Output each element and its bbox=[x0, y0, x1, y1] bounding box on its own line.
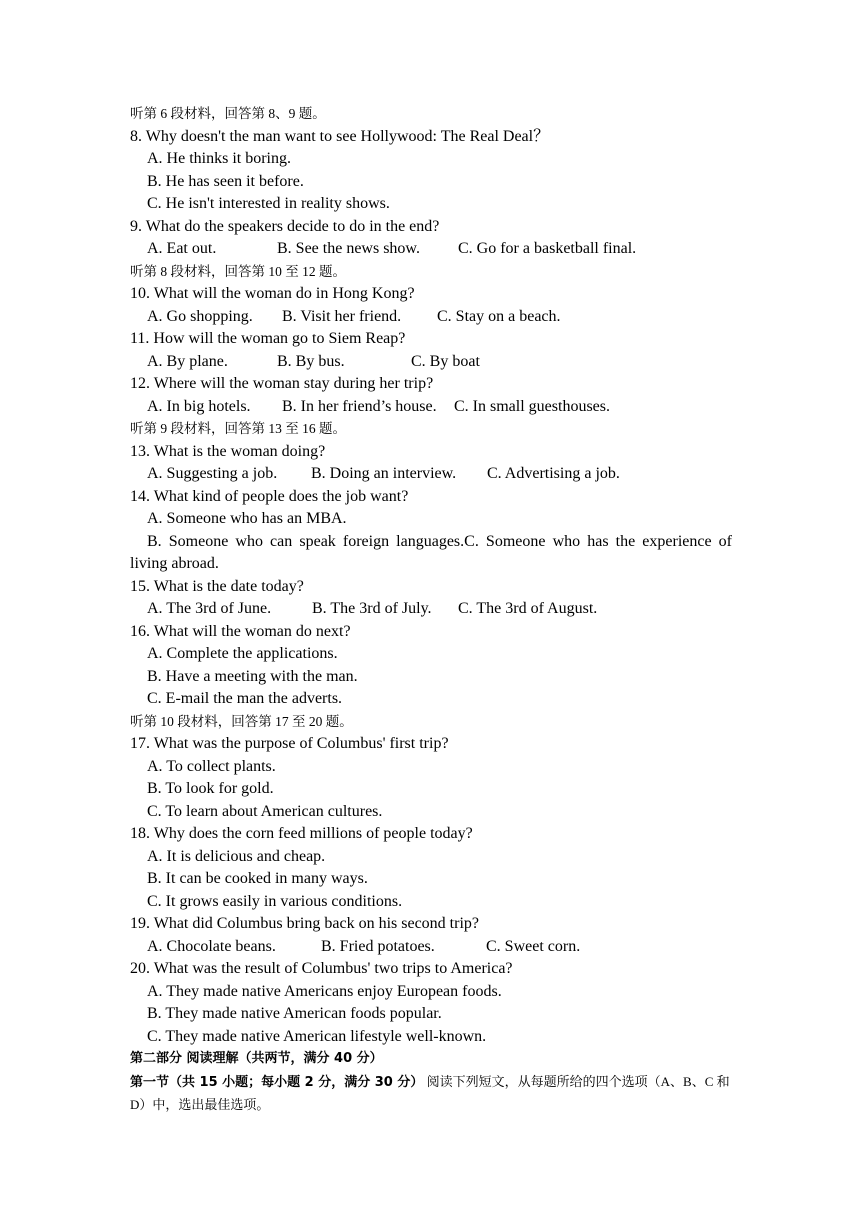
question-13-option-b: B. Doing an interview. bbox=[311, 465, 457, 482]
question-18-option-b: B. It can be cooked in many ways. bbox=[147, 870, 368, 887]
section-instruction-9: 听第 9 段材料，回答第 13 至 16 题。 bbox=[130, 421, 346, 436]
question-15-option-c: C. The 3rd of August. bbox=[458, 600, 598, 617]
section-instruction-8: 听第 8 段材料，回答第 10 至 12 题。 bbox=[130, 263, 346, 279]
question-20-option-a: A. They made native Americans enjoy European foods. bbox=[147, 982, 502, 1000]
question-16-option-a: A. Complete the applications. bbox=[147, 645, 338, 662]
question-19-option-a: A. Chocolate beans. bbox=[147, 937, 276, 955]
question-19-stem: 19. What did Columbus bring back on his second trip? bbox=[130, 915, 479, 932]
question-15-options bbox=[130, 598, 732, 621]
section-instruction-10: 听第 10 段材料，回答第 17 至 20 题。 bbox=[130, 713, 353, 729]
subsection-1-instruction: 阅读下列短文，从每题所给的四个选项（A、B、C 和 D）中，选出最佳选项。 bbox=[130, 1073, 730, 1112]
part-2-subsection-1 bbox=[130, 1071, 732, 1117]
question-14-option-a: A. Someone who has an MBA. bbox=[147, 510, 347, 527]
question-14-stem: 14. What kind of people does the job want? bbox=[130, 487, 409, 505]
question-15-stem: 15. What is the date today? bbox=[130, 577, 304, 595]
question-19-option-c: C. Sweet corn. bbox=[486, 937, 581, 955]
question-10-option-c: C. Stay on a beach. bbox=[437, 307, 561, 325]
question-20-stem: 20. What was the result of Columbus' two trips to America? bbox=[130, 960, 513, 977]
question-10-option-b: B. Visit her friend. bbox=[282, 307, 402, 325]
question-17-option-b: B. To look for gold. bbox=[147, 780, 274, 797]
question-9-option-b: B. See the news show. bbox=[277, 240, 420, 257]
question-18-stem: 18. Why does the corn feed millions of people today? bbox=[130, 825, 473, 842]
question-11-option-b: B. By bus. bbox=[277, 352, 345, 370]
question-20-option-c: C. They made native American lifestyle well-known. bbox=[147, 1027, 487, 1045]
question-8-stem: 8. Why doesn't the man want to see Hollywood: The Real Deal？ bbox=[130, 127, 550, 145]
question-18-option-c: C. It grows easily in various conditions. bbox=[147, 892, 403, 910]
question-12-stem: 12. Where will the woman stay during her trip? bbox=[130, 375, 434, 392]
subsection-1-heading: 第一节（共 15 小题；每小题 2 分，满分 30 分） bbox=[130, 1074, 424, 1090]
question-13-option-a: A. Suggesting a job. bbox=[147, 465, 278, 482]
question-20-option-b: B. They made native American foods popular. bbox=[147, 1005, 442, 1022]
question-9-options bbox=[130, 238, 732, 261]
question-10-option-a: A. Go shopping. bbox=[147, 307, 253, 325]
question-17-option-a: A. To collect plants. bbox=[147, 757, 276, 775]
question-10-options bbox=[130, 306, 732, 329]
question-16-option-b: B. Have a meeting with the man. bbox=[147, 667, 358, 685]
part-2-heading: 第二部分 阅读理解（共两节，满分 40 分） bbox=[130, 1051, 383, 1066]
question-12-option-c: C. In small guesthouses. bbox=[454, 397, 610, 415]
question-11-options bbox=[130, 351, 732, 374]
question-13-stem: 13. What is the woman doing? bbox=[130, 442, 326, 460]
question-18-option-a: A. It is delicious and cheap. bbox=[147, 847, 326, 865]
question-12-options bbox=[130, 396, 732, 419]
question-9-stem: 9. What do the speakers decide to do in the end? bbox=[130, 217, 440, 235]
question-8-option-c: C. He isn't interested in reality shows. bbox=[147, 195, 390, 212]
section-instruction-6: 听第 6 段材料，回答第 8、9 题。 bbox=[130, 106, 326, 121]
question-12-option-a: A. In big hotels. bbox=[147, 397, 251, 415]
question-17-stem: 17. What was the purpose of Columbus' first trip? bbox=[130, 735, 449, 752]
document-content bbox=[130, 103, 732, 1117]
question-16-stem: 16. What will the woman do next? bbox=[130, 622, 351, 640]
question-15-option-b: B. The 3rd of July. bbox=[312, 600, 432, 617]
question-15-option-a: A. The 3rd of June. bbox=[147, 600, 272, 617]
question-13-option-c: C. Advertising a job. bbox=[487, 465, 620, 482]
question-14-option-b-c: B. Someone who can speak foreign languages.C. Someone who has the experience of living abroad. bbox=[130, 532, 732, 572]
question-11-option-a: A. By plane. bbox=[147, 352, 228, 370]
question-9-option-a: A. Eat out. bbox=[147, 240, 217, 257]
question-13-options bbox=[130, 463, 732, 486]
question-11-stem: 11. How will the woman go to Siem Reap? bbox=[130, 330, 406, 347]
question-17-option-c: C. To learn about American cultures. bbox=[147, 802, 383, 820]
question-8-option-a: A. He thinks it boring. bbox=[147, 150, 291, 167]
question-12-option-b: B. In her friend’s house. bbox=[282, 397, 437, 415]
question-11-option-c: C. By boat bbox=[411, 352, 480, 370]
question-8-option-b: B. He has seen it before. bbox=[147, 172, 304, 190]
question-16-option-c: C. E-mail the man the adverts. bbox=[147, 690, 343, 707]
question-10-stem: 10. What will the woman do in Hong Kong? bbox=[130, 285, 415, 302]
question-19-option-b: B. Fried potatoes. bbox=[321, 937, 435, 955]
question-9-option-c: C. Go for a basketball final. bbox=[458, 240, 637, 257]
question-19-options bbox=[130, 936, 732, 959]
